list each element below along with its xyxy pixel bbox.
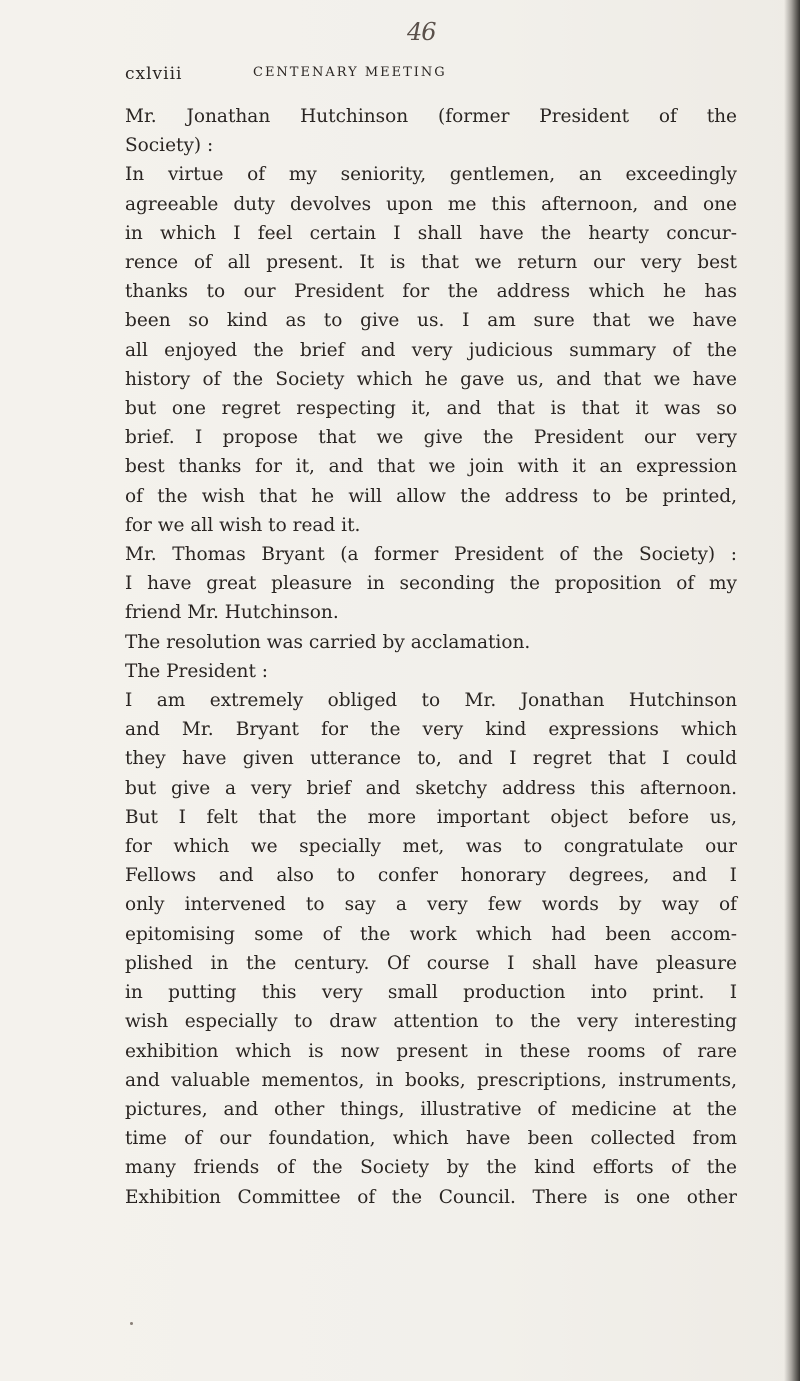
- text-line: Exhibition Committee of the Council. There is one other: [125, 1186, 737, 1208]
- text-line: exhibition which is now present in these rooms of rare: [125, 1040, 737, 1062]
- text-line: all enjoyed the brief and very judicious summary of the: [125, 339, 737, 361]
- paper-speck: [130, 1322, 133, 1325]
- text-line: only intervened to say a very few words by way of: [125, 894, 737, 916]
- handwritten-page-number: 46: [407, 18, 436, 46]
- running-head: [125, 64, 685, 90]
- text-line: for we all wish to read it.: [125, 514, 361, 536]
- text-line: time of our foundation, which have been collected from: [125, 1128, 737, 1150]
- text-line: of the wish that he will allow the address to be printed,: [125, 485, 737, 507]
- text-line: for which we specially met, was to congratulate our: [125, 836, 737, 858]
- text-line: many friends of the Society by the kind efforts of the: [125, 1157, 737, 1179]
- text-line: friend Mr. Hutchinson.: [125, 602, 339, 624]
- page-edge-shadow: [784, 0, 800, 1381]
- text-line: I have great pleasure in seconding the proposition of my: [125, 573, 737, 595]
- text-line: been so kind as to give us. I am sure that we have: [125, 310, 737, 332]
- text-line: but give a very brief and sketchy address this afternoon.: [125, 777, 737, 799]
- text-line: Society) :: [125, 135, 214, 157]
- text-line: pictures, and other things, illustrative of medicine at the: [125, 1098, 737, 1120]
- text-line: in which I feel certain I shall have the hearty concur-: [125, 222, 737, 244]
- text-line: but one regret respecting it, and that is that it was so: [125, 398, 737, 420]
- body-text: [125, 102, 737, 1212]
- header-title: CENTENARY MEETING: [253, 65, 447, 80]
- text-line: epitomising some of the work which had been accom-: [125, 923, 737, 945]
- text-line: In virtue of my seniority, gentlemen, an exceedingly: [125, 164, 737, 186]
- text-line: they have given utterance to, and I regret that I could: [125, 748, 737, 770]
- text-line: wish especially to draw attention to the very interesting: [125, 1011, 737, 1033]
- text-line: The President :: [125, 660, 268, 682]
- text-line: thanks to our President for the address which he has: [125, 281, 737, 303]
- text-line: The resolution was carried by acclamation.: [125, 631, 531, 653]
- text-line: in putting this very small production into print. I: [125, 982, 737, 1004]
- text-line: Fellows and also to confer honorary degrees, and I: [125, 865, 737, 887]
- text-line: But I felt that the more important object before us,: [125, 806, 737, 828]
- text-line: and valuable mementos, in books, prescriptions, instruments,: [125, 1069, 737, 1091]
- text-line: rence of all present. It is that we return our very best: [125, 252, 737, 274]
- text-line: agreeable duty devolves upon me this afternoon, and one: [125, 193, 737, 215]
- text-line: best thanks for it, and that we join with it an expression: [125, 456, 737, 478]
- text-line: I am extremely obliged to Mr. Jonathan Hutchinson: [125, 690, 737, 712]
- text-line: history of the Society which he gave us, and that we have: [125, 368, 737, 390]
- text-line: plished in the century. Of course I shall have pleasure: [125, 952, 737, 974]
- text-line: Mr. Thomas Bryant (a former President of the Society) :: [125, 544, 737, 566]
- text-line: Mr. Jonathan Hutchinson (former President of the: [125, 106, 737, 127]
- text-line: brief. I propose that we give the President our very: [125, 427, 737, 449]
- text-line: and Mr. Bryant for the very kind expressions which: [125, 719, 737, 741]
- page-folio: cxlviii: [125, 64, 183, 84]
